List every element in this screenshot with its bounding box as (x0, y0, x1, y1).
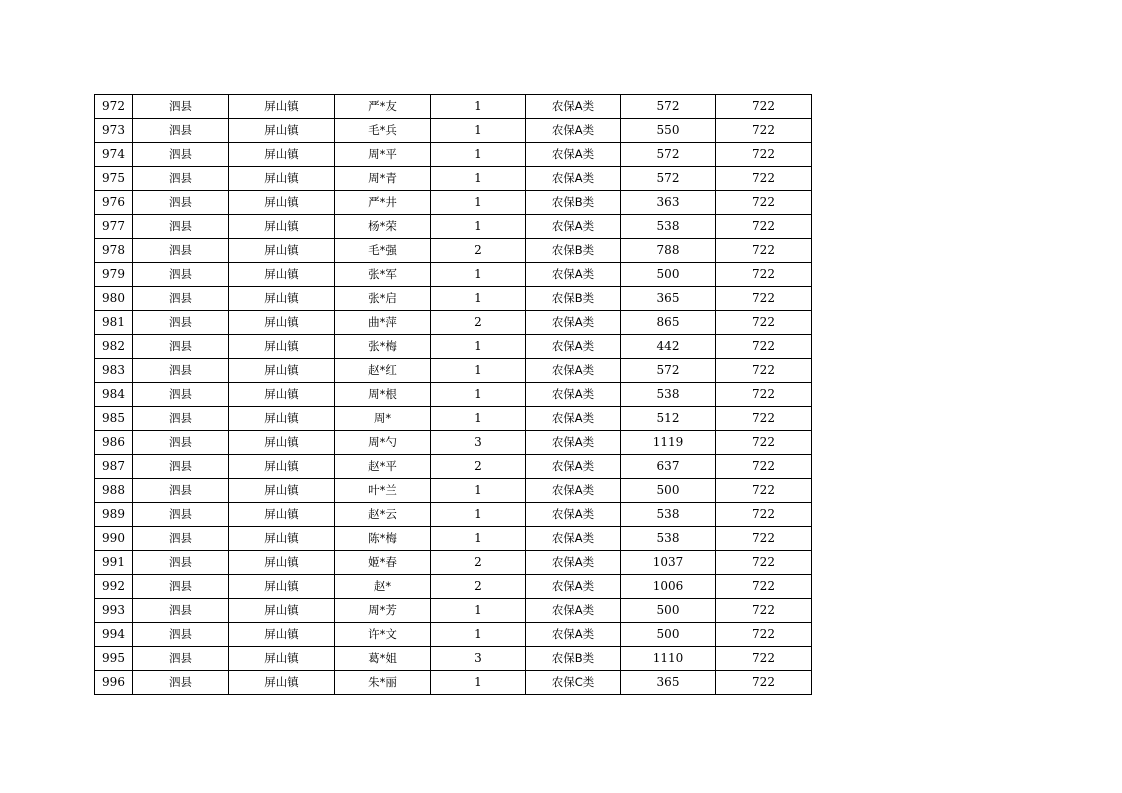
table-row (95, 215, 812, 239)
row-number-cell: 988 (95, 479, 133, 503)
row-number-cell: 990 (95, 527, 133, 551)
standard-cell: 722 (716, 335, 812, 359)
county-cell: 泗县 (133, 263, 229, 287)
household-size-cell: 2 (431, 311, 526, 335)
row-number-cell: 972 (95, 95, 133, 119)
county-cell: 泗县 (133, 623, 229, 647)
amount-cell: 365 (621, 671, 716, 695)
category-cell: 农保B类 (526, 191, 621, 215)
household-size-cell: 1 (431, 287, 526, 311)
household-size-cell: 1 (431, 191, 526, 215)
household-size-cell: 1 (431, 359, 526, 383)
county-cell: 泗县 (133, 575, 229, 599)
county-cell: 泗县 (133, 335, 229, 359)
county-cell: 泗县 (133, 119, 229, 143)
name-cell: 周*根 (335, 383, 431, 407)
name-cell: 张*启 (335, 287, 431, 311)
row-number-cell: 986 (95, 431, 133, 455)
category-cell: 农保A类 (526, 527, 621, 551)
table-row (95, 383, 812, 407)
town-cell: 屏山镇 (229, 95, 335, 119)
amount-cell: 637 (621, 455, 716, 479)
table-row (95, 431, 812, 455)
name-cell: 赵*云 (335, 503, 431, 527)
category-cell: 农保A类 (526, 479, 621, 503)
row-number-cell: 980 (95, 287, 133, 311)
town-cell: 屏山镇 (229, 647, 335, 671)
standard-cell: 722 (716, 407, 812, 431)
row-number-cell: 979 (95, 263, 133, 287)
town-cell: 屏山镇 (229, 287, 335, 311)
table-row (95, 95, 812, 119)
county-cell: 泗县 (133, 311, 229, 335)
household-size-cell: 2 (431, 239, 526, 263)
table-row (95, 143, 812, 167)
town-cell: 屏山镇 (229, 311, 335, 335)
town-cell: 屏山镇 (229, 503, 335, 527)
category-cell: 农保A类 (526, 143, 621, 167)
household-size-cell: 1 (431, 335, 526, 359)
county-cell: 泗县 (133, 503, 229, 527)
amount-cell: 1110 (621, 647, 716, 671)
town-cell: 屏山镇 (229, 335, 335, 359)
town-cell: 屏山镇 (229, 167, 335, 191)
amount-cell: 572 (621, 143, 716, 167)
standard-cell: 722 (716, 167, 812, 191)
row-number-cell: 987 (95, 455, 133, 479)
amount-cell: 538 (621, 527, 716, 551)
row-number-cell: 977 (95, 215, 133, 239)
town-cell: 屏山镇 (229, 431, 335, 455)
household-size-cell: 1 (431, 263, 526, 287)
row-number-cell: 991 (95, 551, 133, 575)
amount-cell: 572 (621, 359, 716, 383)
category-cell: 农保A类 (526, 455, 621, 479)
county-cell: 泗县 (133, 167, 229, 191)
standard-cell: 722 (716, 455, 812, 479)
town-cell: 屏山镇 (229, 575, 335, 599)
table-row (95, 479, 812, 503)
row-number-cell: 975 (95, 167, 133, 191)
amount-cell: 865 (621, 311, 716, 335)
table-row (95, 311, 812, 335)
category-cell: 农保A类 (526, 551, 621, 575)
standard-cell: 722 (716, 95, 812, 119)
table-row (95, 455, 812, 479)
row-number-cell: 981 (95, 311, 133, 335)
name-cell: 张*军 (335, 263, 431, 287)
town-cell: 屏山镇 (229, 623, 335, 647)
standard-cell: 722 (716, 647, 812, 671)
household-size-cell: 1 (431, 479, 526, 503)
county-cell: 泗县 (133, 239, 229, 263)
standard-cell: 722 (716, 263, 812, 287)
amount-cell: 538 (621, 503, 716, 527)
row-number-cell: 993 (95, 599, 133, 623)
standard-cell: 722 (716, 359, 812, 383)
name-cell: 周*勺 (335, 431, 431, 455)
table-row (95, 359, 812, 383)
amount-cell: 500 (621, 623, 716, 647)
category-cell: 农保A类 (526, 119, 621, 143)
amount-cell: 538 (621, 215, 716, 239)
town-cell: 屏山镇 (229, 407, 335, 431)
standard-cell: 722 (716, 191, 812, 215)
town-cell: 屏山镇 (229, 359, 335, 383)
row-number-cell: 996 (95, 671, 133, 695)
row-number-cell: 974 (95, 143, 133, 167)
amount-cell: 1119 (621, 431, 716, 455)
name-cell: 叶*兰 (335, 479, 431, 503)
amount-cell: 363 (621, 191, 716, 215)
table-row (95, 647, 812, 671)
table-row (95, 191, 812, 215)
amount-cell: 500 (621, 599, 716, 623)
name-cell: 杨*荣 (335, 215, 431, 239)
county-cell: 泗县 (133, 431, 229, 455)
name-cell: 曲*萍 (335, 311, 431, 335)
name-cell: 葛*姐 (335, 647, 431, 671)
standard-cell: 722 (716, 551, 812, 575)
standard-cell: 722 (716, 575, 812, 599)
county-cell: 泗县 (133, 599, 229, 623)
table-row (95, 263, 812, 287)
table-row (95, 599, 812, 623)
category-cell: 农保B类 (526, 647, 621, 671)
town-cell: 屏山镇 (229, 119, 335, 143)
name-cell: 姬*春 (335, 551, 431, 575)
standard-cell: 722 (716, 215, 812, 239)
county-cell: 泗县 (133, 191, 229, 215)
name-cell: 赵* (335, 575, 431, 599)
table-row (95, 623, 812, 647)
name-cell: 赵*红 (335, 359, 431, 383)
household-size-cell: 2 (431, 455, 526, 479)
amount-cell: 365 (621, 287, 716, 311)
name-cell: 严*友 (335, 95, 431, 119)
household-size-cell: 2 (431, 575, 526, 599)
table-row (95, 575, 812, 599)
category-cell: 农保A类 (526, 335, 621, 359)
town-cell: 屏山镇 (229, 191, 335, 215)
name-cell: 周*芳 (335, 599, 431, 623)
household-size-cell: 3 (431, 431, 526, 455)
row-number-cell: 978 (95, 239, 133, 263)
row-number-cell: 989 (95, 503, 133, 527)
standard-cell: 722 (716, 239, 812, 263)
row-number-cell: 984 (95, 383, 133, 407)
county-cell: 泗县 (133, 647, 229, 671)
standard-cell: 722 (716, 527, 812, 551)
name-cell: 毛*强 (335, 239, 431, 263)
name-cell: 严*井 (335, 191, 431, 215)
amount-cell: 572 (621, 167, 716, 191)
name-cell: 赵*平 (335, 455, 431, 479)
household-size-cell: 3 (431, 647, 526, 671)
category-cell: 农保A类 (526, 599, 621, 623)
category-cell: 农保B类 (526, 287, 621, 311)
town-cell: 屏山镇 (229, 263, 335, 287)
county-cell: 泗县 (133, 455, 229, 479)
category-cell: 农保B类 (526, 239, 621, 263)
county-cell: 泗县 (133, 95, 229, 119)
amount-cell: 512 (621, 407, 716, 431)
category-cell: 农保A类 (526, 95, 621, 119)
household-size-cell: 2 (431, 551, 526, 575)
standard-cell: 722 (716, 479, 812, 503)
row-number-cell: 985 (95, 407, 133, 431)
standard-cell: 722 (716, 119, 812, 143)
town-cell: 屏山镇 (229, 599, 335, 623)
category-cell: 农保A类 (526, 311, 621, 335)
household-size-cell: 1 (431, 671, 526, 695)
county-cell: 泗县 (133, 407, 229, 431)
table-row (95, 287, 812, 311)
amount-cell: 550 (621, 119, 716, 143)
standard-cell: 722 (716, 287, 812, 311)
household-size-cell: 1 (431, 95, 526, 119)
household-size-cell: 1 (431, 599, 526, 623)
table-row (95, 119, 812, 143)
town-cell: 屏山镇 (229, 143, 335, 167)
category-cell: 农保A类 (526, 167, 621, 191)
amount-cell: 788 (621, 239, 716, 263)
data-table (94, 94, 812, 695)
standard-cell: 722 (716, 143, 812, 167)
amount-cell: 572 (621, 95, 716, 119)
county-cell: 泗县 (133, 287, 229, 311)
table-row (95, 527, 812, 551)
standard-cell: 722 (716, 623, 812, 647)
category-cell: 农保A类 (526, 575, 621, 599)
name-cell: 陈*梅 (335, 527, 431, 551)
county-cell: 泗县 (133, 383, 229, 407)
row-number-cell: 976 (95, 191, 133, 215)
category-cell: 农保A类 (526, 407, 621, 431)
standard-cell: 722 (716, 311, 812, 335)
household-size-cell: 1 (431, 383, 526, 407)
name-cell: 周*平 (335, 143, 431, 167)
standard-cell: 722 (716, 431, 812, 455)
name-cell: 周* (335, 407, 431, 431)
category-cell: 农保A类 (526, 359, 621, 383)
town-cell: 屏山镇 (229, 479, 335, 503)
standard-cell: 722 (716, 671, 812, 695)
name-cell: 张*梅 (335, 335, 431, 359)
table-row (95, 239, 812, 263)
county-cell: 泗县 (133, 479, 229, 503)
category-cell: 农保C类 (526, 671, 621, 695)
row-number-cell: 982 (95, 335, 133, 359)
table-row (95, 167, 812, 191)
amount-cell: 1037 (621, 551, 716, 575)
household-size-cell: 1 (431, 167, 526, 191)
table-row (95, 407, 812, 431)
standard-cell: 722 (716, 503, 812, 527)
town-cell: 屏山镇 (229, 239, 335, 263)
county-cell: 泗县 (133, 143, 229, 167)
household-size-cell: 1 (431, 527, 526, 551)
category-cell: 农保A类 (526, 431, 621, 455)
county-cell: 泗县 (133, 551, 229, 575)
table-body (95, 95, 812, 695)
amount-cell: 1006 (621, 575, 716, 599)
row-number-cell: 992 (95, 575, 133, 599)
amount-cell: 500 (621, 479, 716, 503)
town-cell: 屏山镇 (229, 527, 335, 551)
town-cell: 屏山镇 (229, 455, 335, 479)
category-cell: 农保A类 (526, 623, 621, 647)
category-cell: 农保A类 (526, 503, 621, 527)
town-cell: 屏山镇 (229, 551, 335, 575)
amount-cell: 538 (621, 383, 716, 407)
county-cell: 泗县 (133, 215, 229, 239)
standard-cell: 722 (716, 383, 812, 407)
name-cell: 朱*丽 (335, 671, 431, 695)
category-cell: 农保A类 (526, 383, 621, 407)
household-size-cell: 1 (431, 407, 526, 431)
category-cell: 农保A类 (526, 263, 621, 287)
town-cell: 屏山镇 (229, 383, 335, 407)
town-cell: 屏山镇 (229, 671, 335, 695)
household-size-cell: 1 (431, 503, 526, 527)
name-cell: 许*文 (335, 623, 431, 647)
name-cell: 毛*兵 (335, 119, 431, 143)
household-size-cell: 1 (431, 143, 526, 167)
category-cell: 农保A类 (526, 215, 621, 239)
row-number-cell: 995 (95, 647, 133, 671)
row-number-cell: 983 (95, 359, 133, 383)
county-cell: 泗县 (133, 359, 229, 383)
table-row (95, 551, 812, 575)
row-number-cell: 994 (95, 623, 133, 647)
household-size-cell: 1 (431, 119, 526, 143)
household-size-cell: 1 (431, 215, 526, 239)
table-row (95, 503, 812, 527)
table-row (95, 335, 812, 359)
amount-cell: 500 (621, 263, 716, 287)
county-cell: 泗县 (133, 671, 229, 695)
table-row (95, 671, 812, 695)
row-number-cell: 973 (95, 119, 133, 143)
town-cell: 屏山镇 (229, 215, 335, 239)
amount-cell: 442 (621, 335, 716, 359)
name-cell: 周*青 (335, 167, 431, 191)
county-cell: 泗县 (133, 527, 229, 551)
household-size-cell: 1 (431, 623, 526, 647)
standard-cell: 722 (716, 599, 812, 623)
